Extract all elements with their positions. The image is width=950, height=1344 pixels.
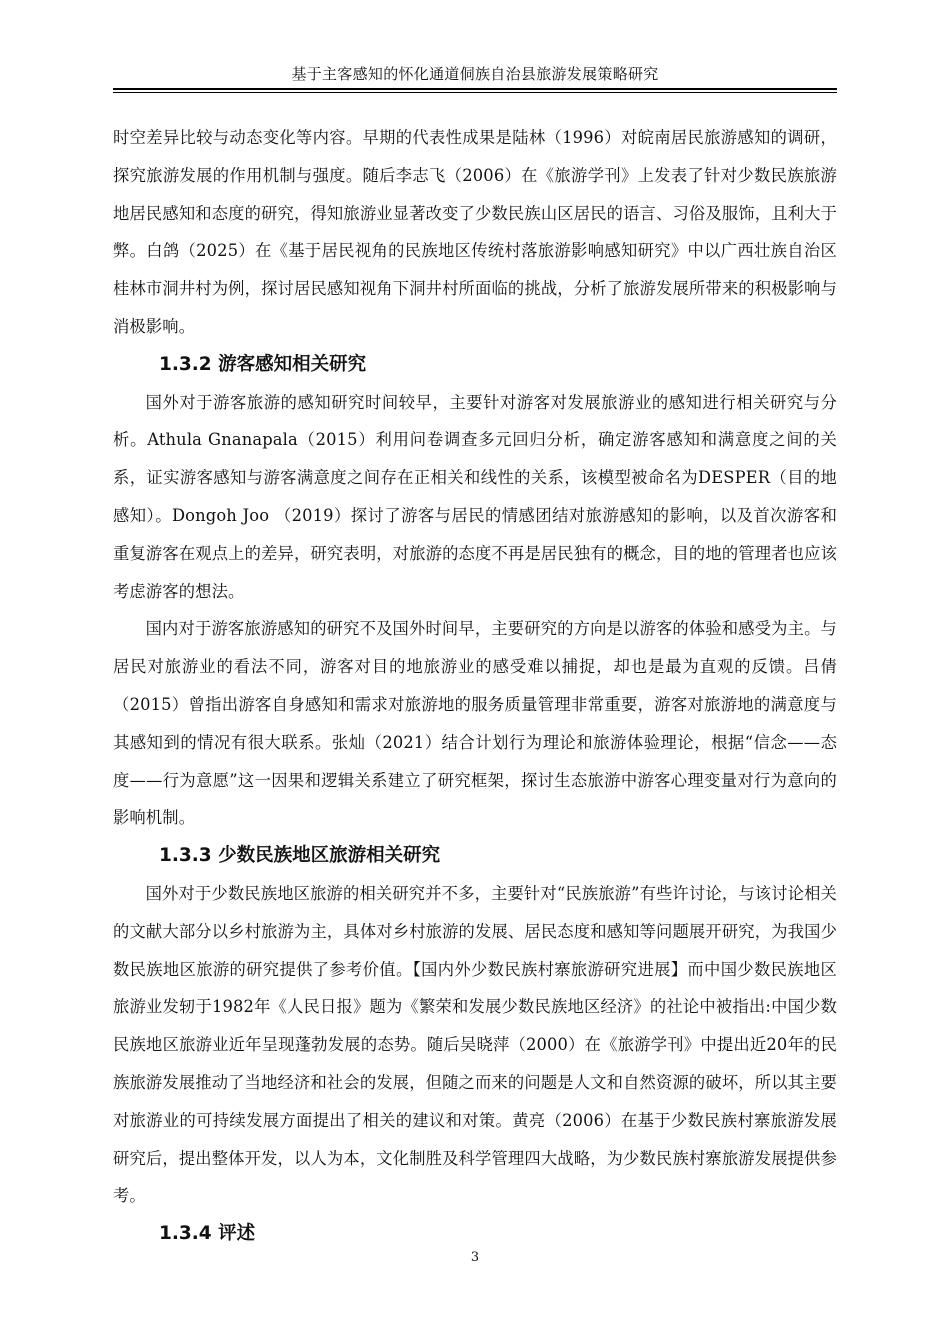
header-rule bbox=[113, 88, 837, 90]
body-text bbox=[113, 119, 837, 1253]
section-heading-1-3-4: 1.3.4 评述 bbox=[159, 1223, 256, 1245]
paragraph-resident-perception-continued: 时空差异比较与动态变化等内容。早期的代表性成果是陆林（1996）对皖南居民旅游感知的调研，探究旅游发展的作用机制与强度。随后李志飞（2006）在《旅游学刊》上发表了针对少数民族旅游地居民感知和态度的研究，得知旅游业显著改变了少数民族山区居民的语言、习俗及服饰，且利大于弊。白鸽（2025）在《基于居民视角的民族地区传统村落旅游影响感知研究》中以广西壮族自治区桂林市洞井村为例，探讨居民感知视角下洞井村所面临的挑战，分析了旅游发展所带来的积极影响与消极影响。 bbox=[113, 128, 837, 336]
section-heading-1-3-2: 1.3.2 游客感知相关研究 bbox=[159, 353, 367, 375]
running-header: 基于主客感知的怀化通道侗族自治县旅游发展策略研究 bbox=[291, 65, 659, 83]
page-number: 3 bbox=[470, 1250, 480, 1265]
header-rule-secondary bbox=[113, 92, 837, 93]
paragraph-ethnic-region-tourism: 国外对于少数民族地区旅游的相关研究并不多，主要针对“民族旅游”有些许讨论，与该讨论相关的文献大部分以乡村旅游为主，具体对乡村旅游的发展、居民态度和感知等问题展开研究，为我国少数民族地区旅游的研究提供了参考价值。【国内外少数民族村寨旅游研究进展】而中国少数民族地区旅游业发轫于1982年《人民日报》题为《繁荣和发展少数民族地区经济》的社论中被指出:中国少数民族地区旅游业近年呈现蓬勃发展的态势。随后吴晓萍（2000）在《旅游学刊》中提出近20年的民族旅游发展推动了当地经济和社会的发展，但随之而来的问题是人文和自然资源的破坏，所以其主要对旅游业的可持续发展方面提出了相关的建议和对策。黄亮（2006）在基于少数民族村寨旅游发展研究后，提出整体开发，以人为本，文化制胜及科学管理四大战略，为少数民族村寨旅游发展提供参考。 bbox=[113, 883, 837, 1206]
paragraph-domestic-tourist-perception: 国内对于游客旅游感知的研究不及国外时间早，主要研究的方向是以游客的体验和感受为主。与居民对旅游业的看法不同，游客对目的地旅游业的感受难以捕捉，却也是最为直观的反馈。吕倩（2015）曾指出游客自身感知和需求对旅游地的服务质量管理非常重要，游客对旅游地的满意度与其感知到的情况有很大联系。张灿（2021）结合计划行为理论和旅游体验理论，根据“信念——态度——行为意愿”这一因果和逻辑关系建立了研究框架，探讨生态旅游中游客心理变量对行为意向的影响机制。 bbox=[113, 619, 837, 828]
section-heading-1-3-3: 1.3.3 少数民族地区旅游相关研究 bbox=[159, 845, 441, 867]
paragraph-foreign-tourist-perception: 国外对于游客旅游的感知研究时间较早，主要针对游客对发展旅游业的感知进行相关研究与分析。Athula Gnanapala（2015）利用问卷调查多元回归分析，确定游客感知和满意度之间的关系，证实游客感知与游客满意度之间存在正相关和线性的关系，该模型被命名为DESPER（目的地感知）。Dongoh Joo （2019）探讨了游客与居民的情感团结对旅游感知的影响，以及首次游客和重复游客在观点上的差异，研究表明，对旅游的态度不再是居民独有的概念，目的地的管理者也应该考虑游客的想法。 bbox=[113, 392, 837, 601]
